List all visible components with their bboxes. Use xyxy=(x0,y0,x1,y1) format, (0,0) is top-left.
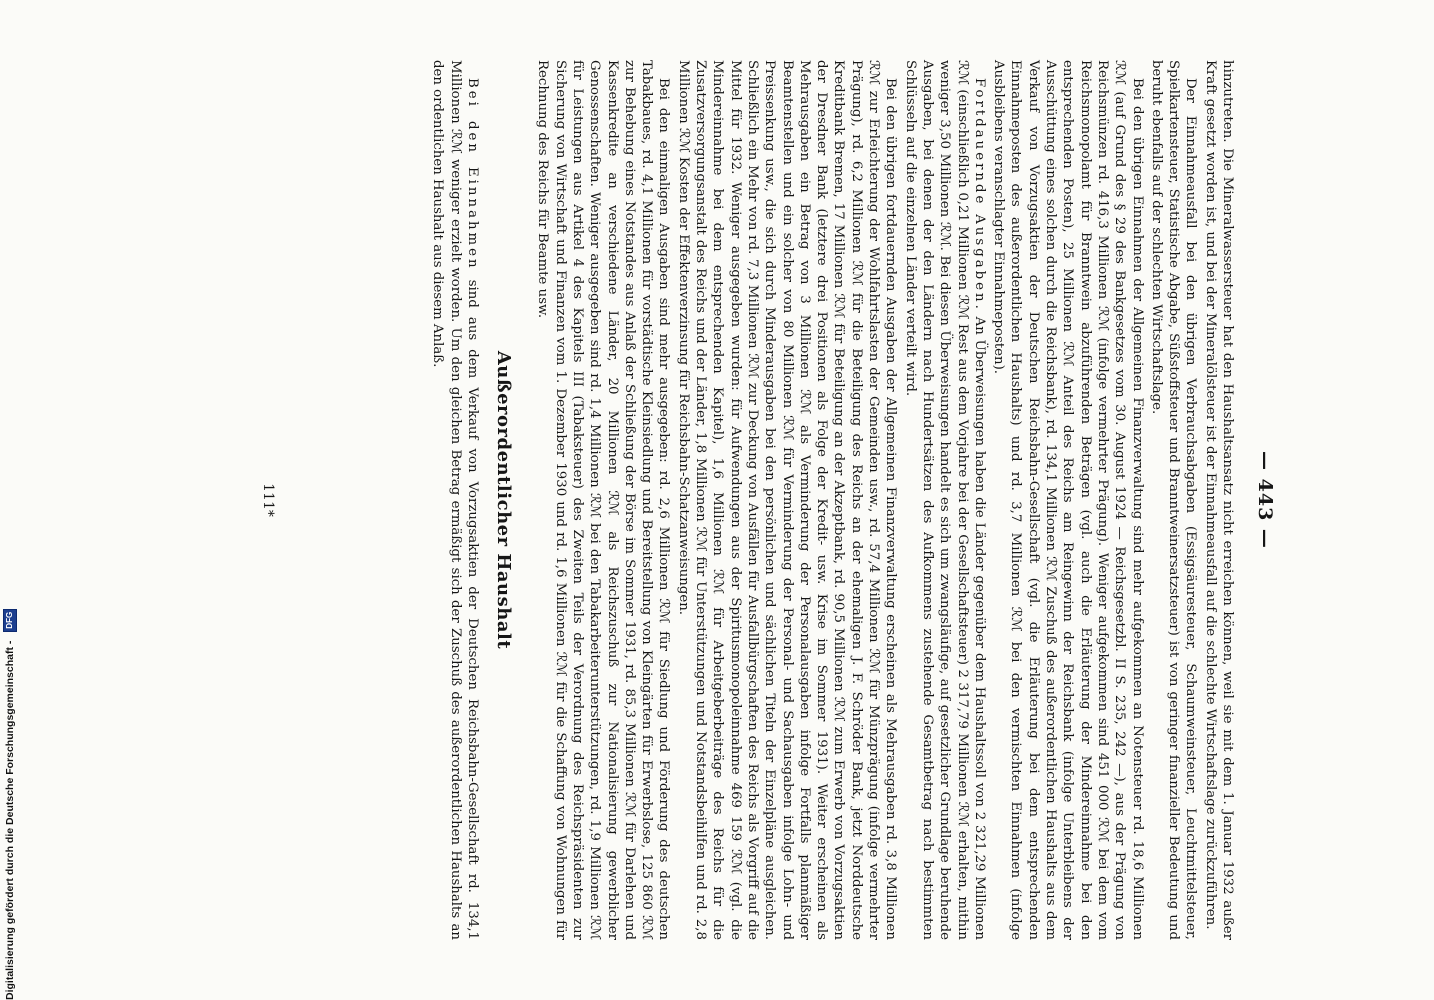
section-heading: Außerordentlicher Haushalt xyxy=(493,350,515,650)
paragraph-other-continuing: Bei den übrigen fortdauernden Ausgaben der Allgemeinen Finanzverwaltung erscheinen als Mehrausgaben rd. 3,8 Millionen ℛℳ zur Erleichterung der Wohlfahrtslasten der Gemeinden usw., rd. 57,4 Millionen ℛℳ für Münzprägung (infolge vermehrter Prägung), rd. 6,2 Millionen ℛℳ für die Beteiligung des Reichs an der ehemaligen J. F. Schröder Bank, jetzt Norddeutsche Kreditbank Bremen, 17 Millionen ℛℳ für Beteiligung an der Akzeptbank, rd. 90,5 Millionen ℛℳ zum Erwerb von Vorzugsaktien der Dresdner Bank (letztere drei Positionen als Folge der Kredit- usw. Krise im Sommer 1931). Weiter erscheinen als Mehrausgaben ein Betrag von 3 Millionen ℛℳ als Verminderung der Personalausgaben infolge Fortfalls planmäßiger Beamtenstellen und ein solcher von 80 Millionen ℛℳ für Verminderung der Personal- und Sachausgaben infolge Lohn- und Preissenkung usw., die sich durch Minderausgaben bei den persönlichen und sächlichen Titeln der Einzelpläne ausgleichen. Schließlich ein Mehr von rd. 7,3 Millionen ℛℳ zur Deckung von Ausfällen für Ausfallbürgschaften des Reichs als Vorgriff auf die Mittel für 1932. Weniger ausgegeben wurden: für Aufwendungen aus der Spiritusmonopoleinnahme 469 159 ℛℳ (vgl. die Mindereinnahme bei dem entsprechenden Kapitel), 1,6 Millionen ℛℳ für Arbeitgeberbeiträge des Reichs für die Zusatzversorgungsanstalt des Reichs und der Länder, 1,8 Millionen ℛℳ für Unterstützungen und Notstandsbeihilfen und rd. 2,8 Millionen ℛℳ Kosten der Effektenverzinsung für Reichsbahn-Schatzanweisungen. xyxy=(675,60,899,940)
digitization-note-rotated xyxy=(2,0,18,1000)
digitization-note: Digitalisierung gefördert durch die Deutsche Forschungsgemeinschaft - xyxy=(4,640,16,1000)
paragraph-other-revenues: Bei den übrigen Einnahmen der Allgemeinen Finanzverwaltung sind mehr aufgekommen an Notensteuer rd. 18,6 Millionen ℛℳ (auf Grund des § 29 des Bankgesetzes vom 30. August 1924 — Reichsgesetzbl. II S. 235, 242 —), aus der Prägung von Reichsmünzen rd. 416,3 Millionen ℛℳ (infolge vermehrter Prägung). Weniger aufgekommen sind 451 000 ℛℳ bei dem vom Reichsmonopolamt für Branntwein abzuführenden Beträgen (vgl. auch die Erläuterung der Mindereinnahme bei den entsprechenden Posten), 25 Millionen ℛℳ Anteil des Reichs am Reingewinn der Reichsbank (infolge Unterbleibens der Ausschüttung eines solchen durch die Reichsbank), rd. 134,1 Millionen ℛℳ Zuschuß des außerordentlichen Haushalts aus dem Verkauf von Vorzugsaktien der Deutschen Reichsbahn-Gesellschaft (vgl. die Erläuterung bei dem entsprechenden Einnahmeposten des außerordentlichen Haushalts) und rd. 3,7 Millionen ℛℳ bei den vermischten Einnahmen (infolge Ausbleibens veranschlagter Einnahmeposten). xyxy=(991,60,1145,940)
paragraph-lead-revenue: Bei den Einnahmen xyxy=(464,78,480,271)
paragraph-one-time-expenditure: Bei den einmaligen Ausgaben sind mehr ausgegeben: rd. 2,6 Millionen ℛℳ für Siedlung und Förderung des deutschen Tabakbaues, rd. 4,1 Millionen für vorstädtische Kleinsiedlung und Bereitstellung von Kleingärten für Erwerbslose, 125 860 ℛℳ zur Behebung eines Notstandes aus Anlaß der Schließung der Börse im Sommer 1931, rd. 85,3 Millionen ℛℳ für Darlehen und Kassenkredite an verschiedene Länder, 20 Millionen ℛℳ als Reichszuschuß zur Nationalisierung gewerblicher Genossenschaften. Weniger ausgegeben sind rd. 1,4 Millionen ℛℳ bei den Tabakarbeiterunterstützungen, rd. 1,9 Millionen ℛℳ für Leistungen aus Artikel 4 des Kapitels III (Tabaksteuer) des Zweiten Teils der Verordnung des Reichspräsidenten zur Sicherung von Wirtschaft und Finanzen vom 1. Dezember 1930 und rd. 1,6 Millionen ℛℳ für die Schaffung von Wohnungen für Rechnung des Reichs für Beamte usw. xyxy=(535,60,672,940)
dfg-logo: DFG xyxy=(3,609,17,632)
paragraph-extraordinary-revenue xyxy=(429,60,481,940)
paragraph-continuing-expenditure xyxy=(901,60,987,940)
paragraph-mineral-tax: hinzutreten. Die Mineralwassersteuer hat den Haushaltsansatz nicht erreichen können, weil sie mit dem 1. Januar 1932 außer Kraft gesetzt worden ist, und bei der Mineralölsteuer ist der Einnahmeausfall auf die schlechte Wirtschaftslage zurückzuführen. xyxy=(1202,60,1235,940)
digitization-strip xyxy=(2,0,18,1000)
paragraph-transfers-text: An Überweisungen haben die Länder gegenüber dem Haushaltssoll von 2 321,29 Millionen ℛℳ (einschließlich 0,21 Millionen ℛℳ Rest aus dem Vorjahre bei der Gesellschaftsteuer) 2 317,79 Millionen ℛℳ erhalten, mithin weniger 3,50 Millionen ℛℳ. Bei diesen Überweisungen handelt es sich um zwangsläufige, auf gesetzlicher Grundlage beruhende Ausgaben, bei denen der den Ländern nach Hundertsätzen des Aufkommens zustehende Gesamtbetrag nach bestimmten Schlüsseln auf die einzelnen Länder verteilt wird. xyxy=(902,60,987,940)
paragraph-extraordinary-text: sind aus dem Verkauf von Vorzugsaktien der Deutschen Reichsbahn-Gesellschaft rd. 134,1 Millionen ℛℳ weniger erzielt worden. Um den gleichen Betrag ermäßigt sich der Zuschuß des außerordentlichen Haushalts an den ordentlichen Haushalt aus diesem Anlaß. xyxy=(430,60,480,941)
page-number: — 443 — xyxy=(1254,451,1276,549)
paragraph-consumption-levies: Der Einnahmeausfall bei den übrigen Verbrauchsabgaben (Essigsäuresteuer, Schaumweinsteuer, Leuchtmittelsteuer, Spielkartensteuer, Statistische Abgabe, Süßstoffsteuer und Branntweinersatzsteuer) ist von geringer finanzieller Bedeutung und beruht ebenfalls auf der schlechten Wirtschaftslage. xyxy=(1148,60,1199,940)
document-body xyxy=(427,60,1236,940)
paragraph-lead-continuing: Fortdauernde Ausgaben. xyxy=(971,78,987,312)
rotated-document-page xyxy=(220,0,1280,1000)
page-footer-code: 111* xyxy=(260,483,276,517)
